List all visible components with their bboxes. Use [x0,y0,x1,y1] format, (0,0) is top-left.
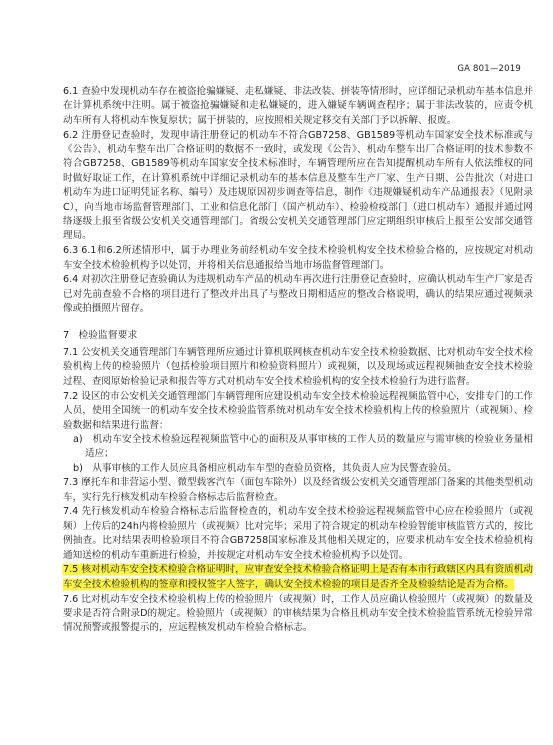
clause-number: 7.5 [63,564,79,576]
clause-number: 6.2 [63,129,79,141]
clause-number: 7.4 [63,506,79,518]
clause-7-2-item-b: b) 从事审核的工作人员应具备相应机动车车型的查验员资格，其负责人应为民警查验员。 [73,462,457,474]
clause-text: 公安机关交通管理部门车辆管理所应通过计算机联网核查机动车安全技术检验数据、比对机动车安全技术检验机构上传的检验照片（包括检验项目照片和检验资料照片）或视频，以及现场或远程视频抽查安全技术检验过程、查阅原始检验记录和报告等方式对机动车安全技术检验机构的安全技术检验行为进行监督。 [63,347,533,387]
highlight-mark [63,564,533,589]
clause-6-1 [63,85,533,128]
clause-6-2 [63,129,533,244]
section-heading-7 [63,329,533,343]
clause-text: 设区的市公安机关交通管理部门车辆管理所应建设机动车安全技术检验远程视频监管中心，安排专门的工作人员，使用全国统一的机动车安全技术检验监管系统对机动车安全技术检验机构上传的检验照片（或视频）、检验数据和结果进行监督： [63,390,533,431]
clause-number: 7.3 [63,477,79,489]
document-body [63,85,533,636]
section-number: 7 [63,329,70,341]
top-margin [0,0,553,48]
clause-text: 核对机动车安全技术检验合格证明时，应审查安全技术检验合格证明上是否有本市行政辖区内具有资质机动车安全技术检验机构的签章和授权签字人签字，确认安全技术检验的项目是否齐全及检验结论是否为合格。 [63,564,533,590]
clause-7-2-item-a: a) 机动车安全技术检验远程视频监管中心的面积及从事审核的工作人员的数量应与需审核的检验业务量相适应； [73,433,533,460]
clause-text: 比对机动车安全技术检验机构上传的检验照片（或视频）时，工作人员应确认检验照片（或视频）的数量及要求是否符合附录D的规定。检验照片（或视频）的审核结果为合格且机动车安全技术检验监管系统无检验异常情况预警或报警提示的，应远程核发机动车检验合格标志。 [63,593,533,634]
clause-7-2 [63,390,533,433]
clause-7-5-highlighted [63,563,533,592]
clause-text: 先行核发机动车检验合格标志后监督检查的，机动车安全技术检验远程视频监管中心应在检验照片（或视频）上传后的24h内将检验照片（或视频）比对完毕；采用了符合规定的机动车检验智能审核监管方式的，按比例抽查。比对结果表明检验项目不符合GB7258国家标准及其他相关规定的，应要求机动车安全技术检验机构通知送检的机动车重新进行检验，并按规定对机动车安全技术检验机构予以处罚。 [63,506,533,561]
clause-text: 摩托车和非营运小型、微型载客汽车（面包车除外）以及经省级公安机关交通管理部门备案的其他类型机动车，实行先行核发机动车检验合格标志后监督检查。 [63,477,533,503]
clause-7-1 [63,346,533,389]
clause-number: 6.1 [63,86,79,97]
clause-7-4 [63,505,533,563]
clause-6-3 [63,244,533,273]
standard-number: GA 801—2019 [457,64,521,74]
clause-number: 6.3 [63,245,79,257]
clause-7-3 [63,476,533,505]
clause-number: 7.2 [63,390,79,402]
clause-6-4 [63,273,533,316]
clause-number: 7.6 [63,593,79,605]
bottom-margin [0,737,553,745]
section-title: 检验监督要求 [78,329,138,341]
clause-number: 7.1 [63,347,79,359]
clause-number: 6.4 [63,274,79,286]
clause-text: 注册登记查验时，发现申请注册登记的机动车不符合GB7258、GB1589等机动车国家安全技术标准或与《公告》、机动车整车出厂合格证明的数据不一致时，或发现《公告》、机动车整车出厂合格证明的技术参数不符合GB7258、GB1589等机动车国家安全技术标准时，车辆管理所应在告知提醒机动车所有人依法维权的同时做好取证工作，在计算机系统中详细记录机动车的基本信息及整车生产厂家、生产日期、公告批次（对进口机动车为进口证明凭证名称、编号）及违规原因初步调查等信息，制作《违规嫌疑机动车产品通报表》（见附录C），向当地市场监督管理部门、工业和信息化部门（国产机动车）、检验检疫部门（进口机动车）通报并通过网络逐级上报至省级公安机关交通管理部门。省级公安机关交通管理部门应定期组织审核后上报至公安部交通管理局。 [63,129,533,242]
clause-text: 对初次注册登记查验确认为违规机动车产品的机动车再次进行注册登记查验时，应确认机动车生产厂家是否已对先前查验不合格的项目进行了整改并出具了与整改日期相适应的整改合格说明，确认的结果应通过视频录像或拍摄照片留存。 [63,274,533,315]
clause-text: 6.1和6.2所述情形中，属于办理业务前经机动车安全技术检验机构安全技术检验合格的，应按规定对机动车安全技术检验机构予以处罚，并将相关信息通报给当地市场监督管理部门。 [63,245,533,271]
clause-text: 查验中发现机动车存在被盗抢骗嫌疑、走私嫌疑、非法改装、拼装等情形时，应详细记录机动车基本信息并在计算机系统中注明。属于被盗抢骗嫌疑和走私嫌疑的，进入嫌疑车辆调查程序；属于非法改装的，应责令机动车所有人将机动车恢复原状；属于拼装的，应按照相关规定移交有关部门予以拆解、报废。 [63,86,533,126]
clause-7-6 [63,593,533,636]
